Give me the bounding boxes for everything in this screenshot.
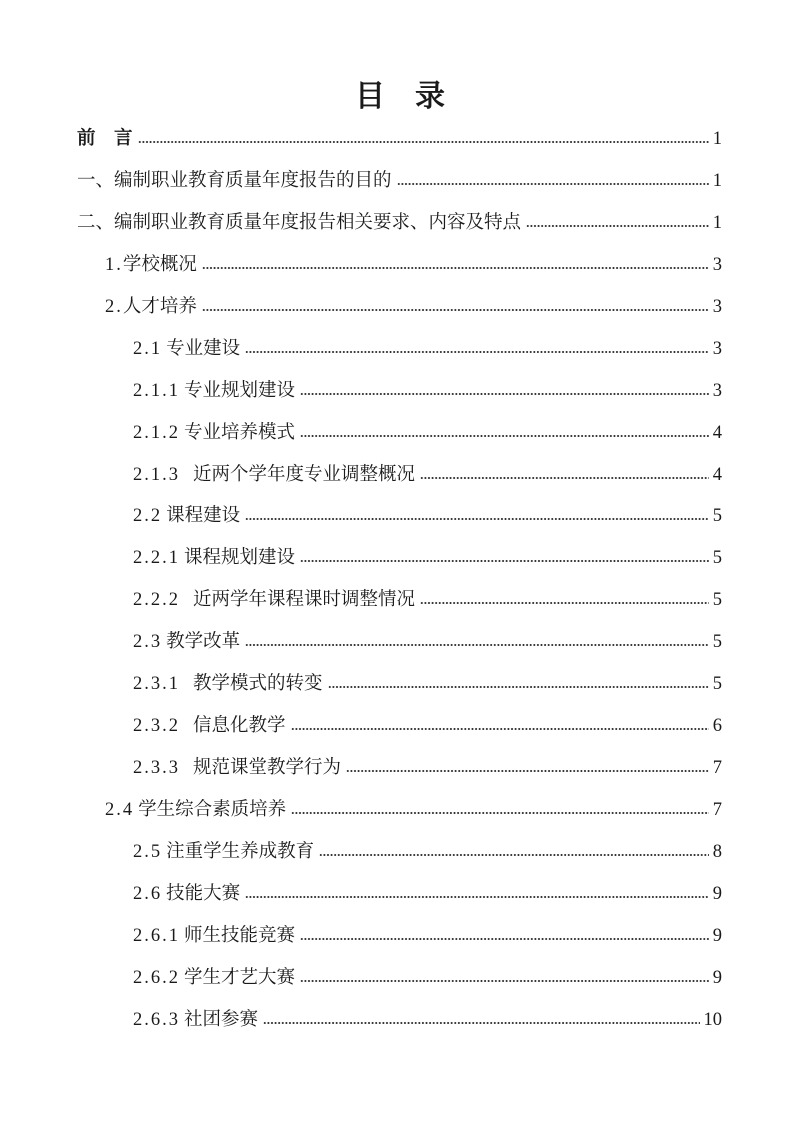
toc-entry [77, 455, 722, 497]
toc-entry-title: 专业建设 [166, 338, 241, 359]
toc-leader-dots [300, 392, 709, 396]
toc-entry-number: 2.3.2 [133, 716, 180, 737]
toc-leader-dots [300, 937, 709, 941]
toc-entry [77, 622, 722, 664]
toc-entry-page-number: 7 [712, 800, 722, 820]
toc-entry-number: 2.6.3 [133, 1009, 180, 1030]
toc-entry [77, 245, 722, 287]
toc-leader-dots [263, 1021, 699, 1025]
toc-entry-number: 2.1 [133, 338, 163, 359]
toc-entry [77, 916, 722, 958]
toc-entry-title: 信息化教学 [193, 716, 286, 737]
toc-entry-title: 近两个学年度专业调整概况 [193, 464, 416, 485]
toc-entry-number: 2.4 [105, 800, 135, 820]
toc-entry-page-number: 5 [712, 632, 722, 653]
toc-entry-title: 技能大赛 [166, 883, 241, 904]
toc-entry-number: 2.6.1 [133, 925, 180, 946]
toc-leader-dots [202, 308, 709, 312]
toc-entry [77, 329, 722, 371]
toc-leader-dots [420, 601, 709, 605]
toc-entry [77, 1000, 722, 1042]
toc-entry [77, 496, 722, 538]
toc-entry [77, 287, 722, 329]
toc-leader-dots [202, 266, 709, 270]
toc-entry [77, 203, 722, 245]
toc-entry-number: 2.2 [133, 506, 163, 527]
toc-entry [77, 119, 722, 161]
toc-leader-dots [397, 182, 709, 186]
toc-entry-title: 课程建设 [166, 506, 241, 527]
toc-entry [77, 874, 722, 916]
toc-entry [77, 371, 722, 413]
toc-entry-page-number: 3 [712, 380, 722, 401]
toc-entry-title: 规范课堂教学行为 [193, 758, 342, 779]
page-title: 目 录 [355, 79, 445, 114]
toc-entry-number: 2.6.2 [133, 967, 180, 988]
toc-entry [77, 161, 722, 203]
toc-entry-page-number: 4 [712, 422, 722, 443]
toc-entry-number: 2. [105, 296, 123, 317]
toc-entry [77, 538, 722, 580]
toc-leader-dots [245, 517, 709, 521]
toc-entry-page-number: 6 [712, 716, 722, 737]
toc-entry-number: 2.6 [133, 883, 163, 904]
toc-entry-page-number: 10 [703, 1009, 722, 1030]
toc-entry [77, 413, 722, 455]
toc-entry-page-number: 1 [712, 129, 722, 149]
toc-entry-page-number: 9 [712, 925, 722, 946]
toc-entry-number: 2.2.1 [133, 548, 180, 569]
table-of-contents [77, 119, 722, 1042]
toc-entry-page-number: 3 [712, 338, 722, 359]
toc-entry-number: 2.2.2 [133, 590, 180, 611]
toc-entry [77, 664, 722, 706]
toc-entry-number: 2.1.1 [133, 380, 180, 401]
toc-entry-title: 人才培养 [122, 296, 197, 317]
toc-entry [77, 580, 722, 622]
toc-leader-dots [245, 643, 709, 647]
toc-entry-page-number: 5 [712, 506, 722, 527]
toc-entry-title: 学生才艺大赛 [184, 967, 296, 988]
toc-entry-page-number: 8 [712, 841, 722, 862]
toc-entry-title: 课程规划建设 [184, 548, 296, 569]
toc-leader-dots [300, 979, 709, 983]
toc-entry-title: 教学改革 [166, 632, 241, 653]
toc-entry [77, 832, 722, 874]
toc-entry-number: 2.1.3 [133, 464, 180, 485]
toc-entry-title: 学校概况 [122, 254, 197, 275]
toc-leader-dots [300, 434, 709, 438]
toc-leader-dots [291, 811, 709, 815]
toc-entry-title: 一、编制职业教育质量年度报告的目的 [77, 170, 392, 191]
toc-leader-dots [526, 224, 709, 228]
toc-entry-title: 近两学年课程课时调整情况 [193, 590, 416, 611]
toc-entry-number: 2.3.1 [133, 674, 180, 695]
toc-entry-page-number: 1 [712, 212, 722, 233]
toc-entry-title: 学生综合素质培养 [138, 800, 287, 820]
toc-leader-dots [245, 350, 709, 354]
toc-entry-page-number: 9 [712, 883, 722, 904]
toc-leader-dots [138, 140, 709, 144]
toc-entry-title: 教学模式的转变 [193, 674, 323, 695]
toc-leader-dots [346, 769, 709, 773]
toc-entry [77, 748, 722, 790]
toc-entry-number: 2.3.3 [133, 758, 180, 779]
toc-entry-page-number: 3 [712, 296, 722, 317]
toc-entry-page-number: 5 [712, 674, 722, 695]
toc-entry-page-number: 5 [712, 590, 722, 611]
toc-entry-page-number: 9 [712, 967, 722, 988]
toc-leader-dots [328, 685, 709, 689]
toc-leader-dots [291, 727, 709, 731]
toc-entry-number: 2.5 [133, 841, 163, 862]
toc-entry-page-number: 3 [712, 254, 722, 275]
toc-entry [77, 958, 722, 1000]
toc-entry-title: 社团参赛 [184, 1009, 259, 1030]
toc-entry-page-number: 4 [712, 464, 722, 485]
toc-entry-title: 专业培养模式 [184, 422, 296, 443]
toc-leader-dots [420, 476, 709, 480]
toc-entry-title: 师生技能竞赛 [184, 925, 296, 946]
toc-entry-number: 2.3 [133, 632, 163, 653]
toc-entry-page-number: 5 [712, 548, 722, 569]
toc-leader-dots [300, 559, 709, 563]
toc-leader-dots [245, 895, 709, 899]
toc-leader-dots [319, 853, 709, 857]
toc-entry-title: 前 言 [77, 129, 133, 149]
toc-entry-page-number: 7 [712, 758, 722, 779]
toc-entry-title: 专业规划建设 [184, 380, 296, 401]
toc-entry-page-number: 1 [712, 170, 722, 191]
toc-entry-title: 注重学生养成教育 [166, 841, 315, 862]
toc-entry-number: 2.1.2 [133, 422, 180, 443]
toc-entry-number: 1. [105, 254, 123, 275]
toc-entry [77, 706, 722, 748]
toc-entry-title: 二、编制职业教育质量年度报告相关要求、内容及特点 [77, 212, 522, 233]
toc-entry [77, 790, 722, 832]
